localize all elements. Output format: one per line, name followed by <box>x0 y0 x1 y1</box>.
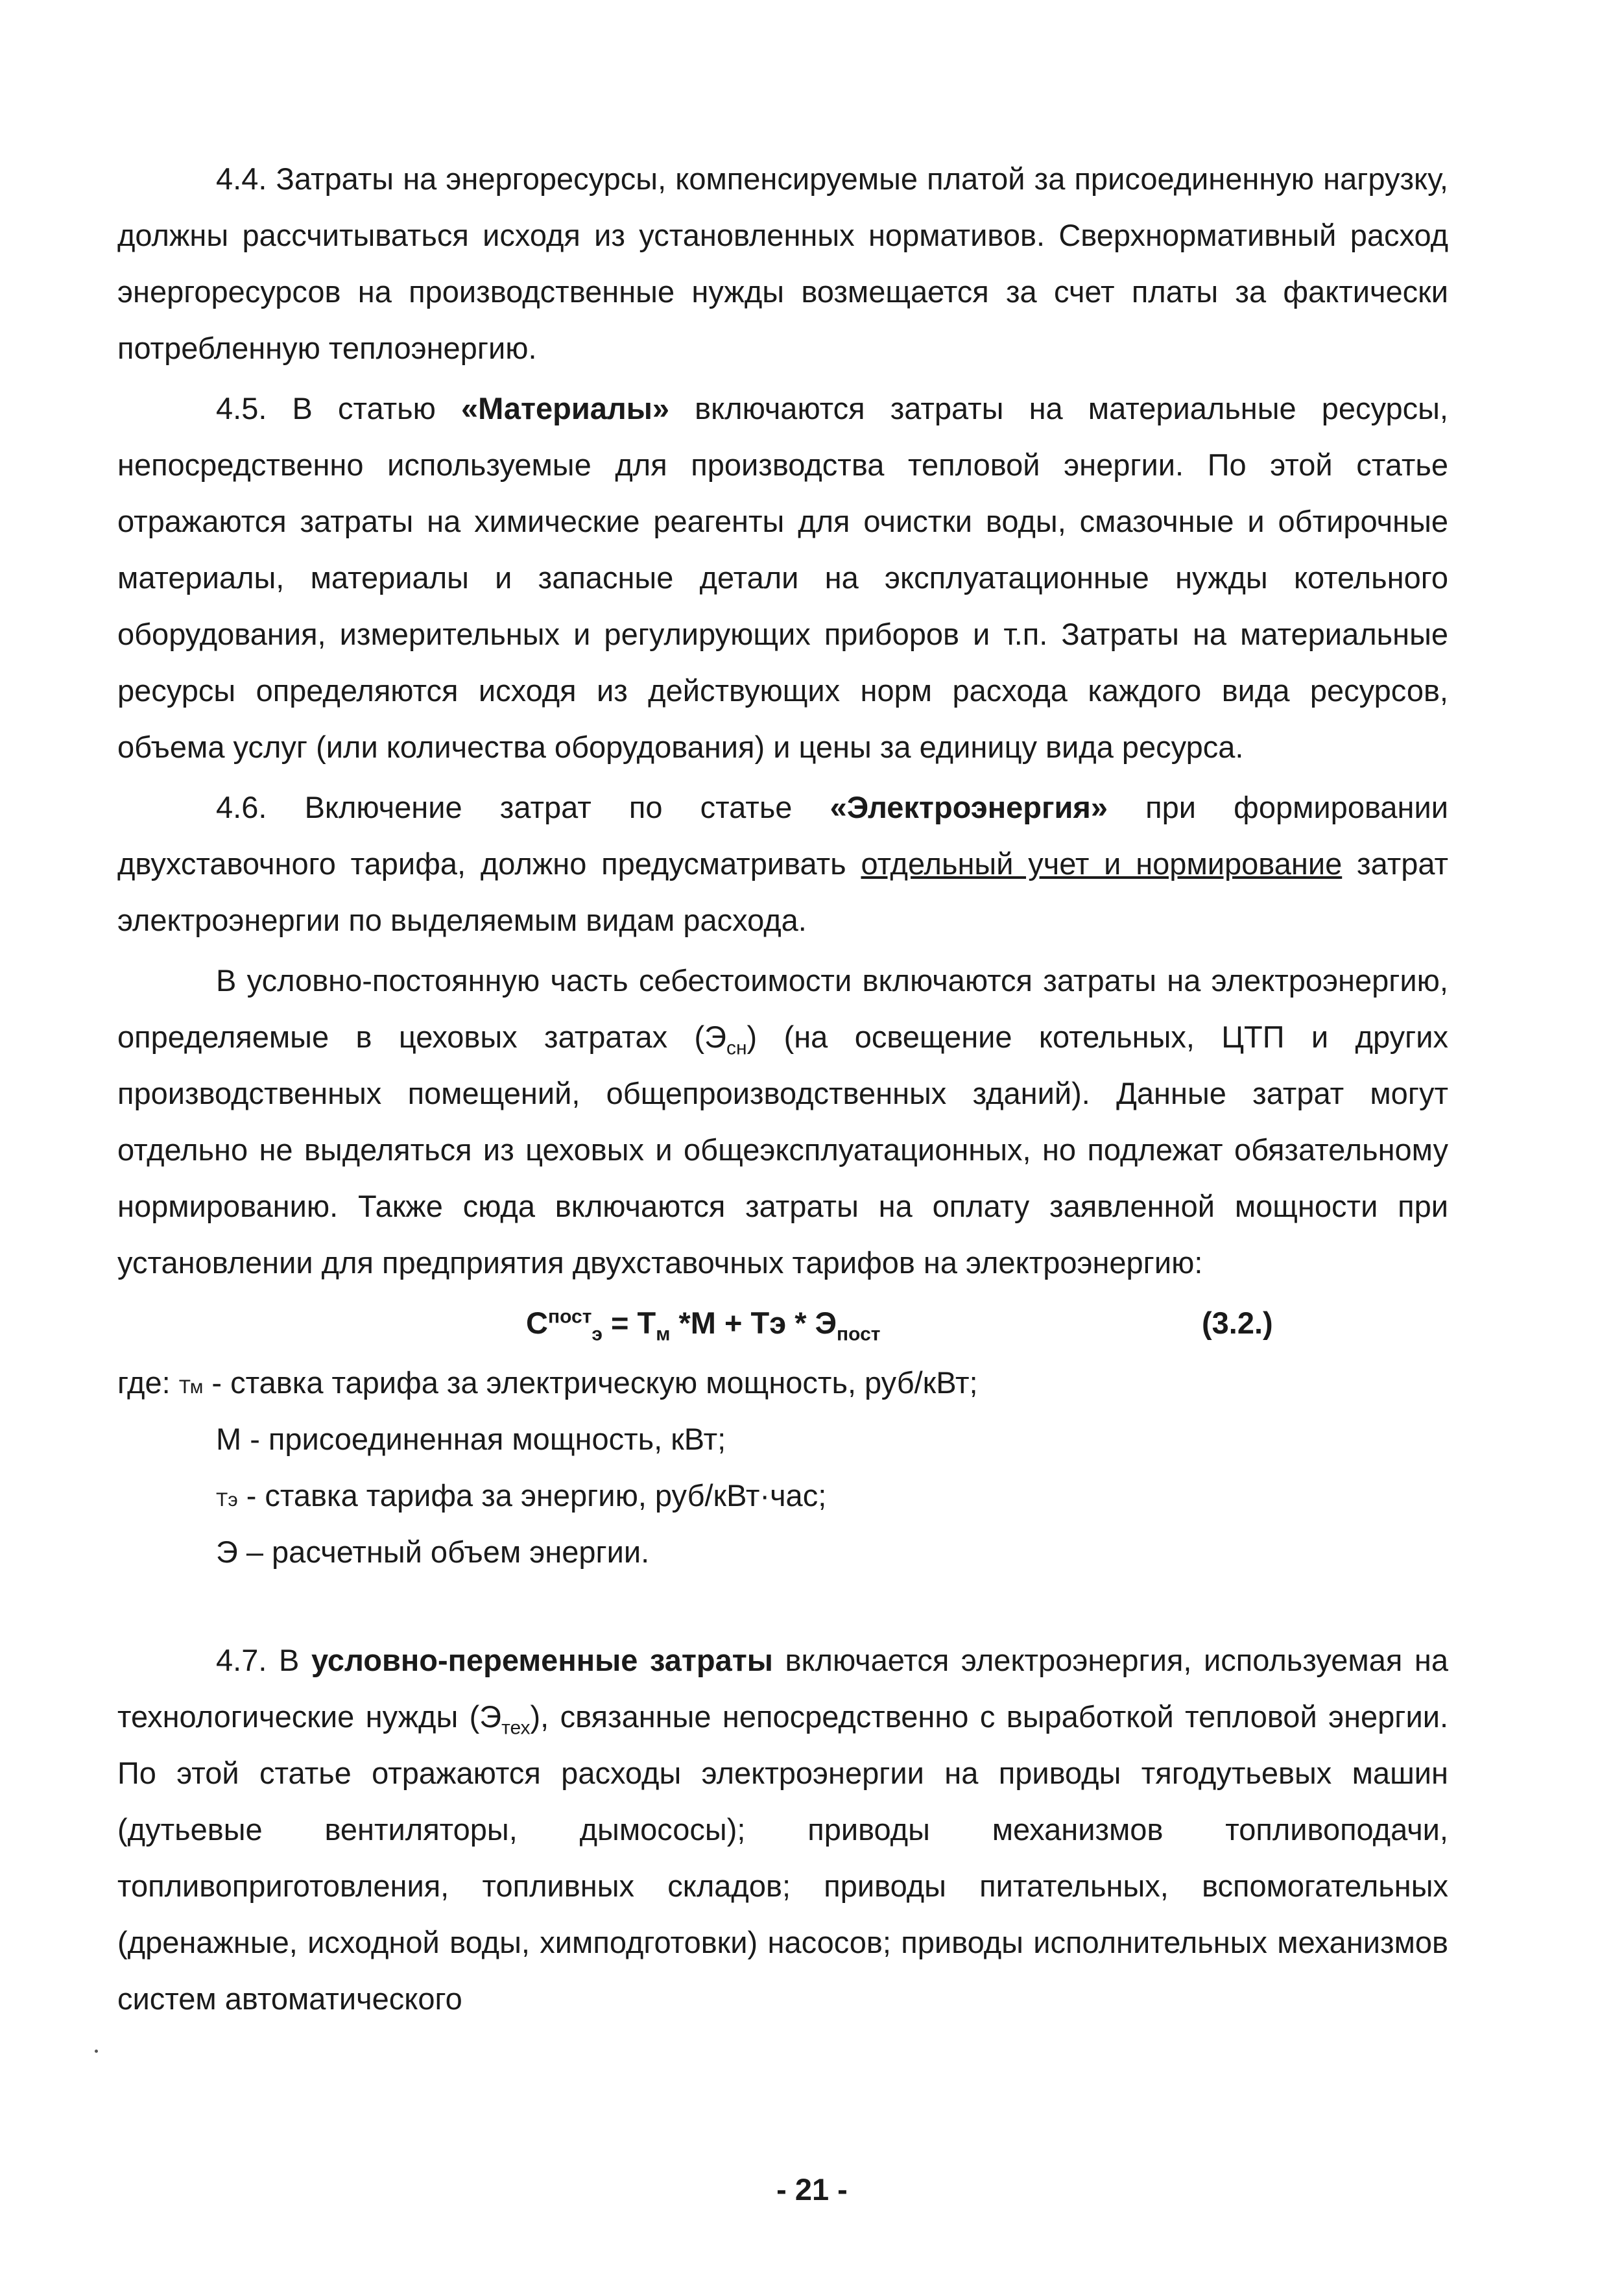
spacer <box>117 1580 1448 1632</box>
paragraph-4-7 <box>117 1632 1448 2027</box>
term-variable-costs: условно-переменные затраты <box>311 1643 773 1677</box>
subscript: сн <box>726 1037 747 1059</box>
text-run: при формировании двухставочного тарифа, должно предусматривать <box>117 790 1449 881</box>
legend-line-te <box>117 1467 1448 1524</box>
formula-superscript: пост <box>547 1306 592 1328</box>
text-run: затрат электроэнергии по выделяемым видам расхода. <box>117 846 1448 937</box>
formula-subscript: м <box>656 1323 671 1345</box>
paragraph-4-5 <box>117 380 1448 775</box>
paragraph-constant-costs <box>117 952 1448 1291</box>
text-run: 4.7. В <box>216 1643 311 1677</box>
formula-subscript: э <box>591 1323 603 1345</box>
legend-line-e: Э – расчетный объем энергии. <box>216 1535 650 1569</box>
text-run: В условно-постоянную часть себестоимости включаются затраты на электроэнергию, определяемые в цеховых затратах (Э <box>117 963 1448 1054</box>
text-run: включается электроэнергия, используемая на технологические нужды (Э <box>117 1643 1449 1734</box>
legend-line-tm <box>117 1354 1448 1411</box>
text-run: ), связанные непосредственно с выработкой тепловой энергии. По этой статье отражаются расходы электроэнергии на приводы тягодутьевых машин (дутьевые вентиляторы, дымососы); приводы механизмов топливоподачи, топливоприготовления, топливных складов; приводы питательных, вспомогательных (дренажные, исходной воды, химподготовки) насосов; приводы исполнительных механизмов систем автоматического <box>117 1699 1449 2016</box>
text-run: включаются затраты на материальные ресурсы, непосредственно используемые для производства тепловой энергии. По этой статье отражаются затраты на химические реагенты для очистки воды, смазочные и обтирочные материалы, материалы и запасные детали на эксплуатационные нужды котельного оборудования, измерительных и регулирующих приборов и т.п. Затраты на материальные ресурсы определяются исходя из действующих норм расхода каждого вида ресурсов, объема услуг (или количества оборудования) и цены за единицу вида ресурса. <box>117 391 1448 764</box>
text-run: 4.6. Включение затрат по статье <box>216 790 830 824</box>
formula-legend <box>117 1354 1448 1580</box>
subscript: тех <box>501 1717 531 1739</box>
legend-text: - ставка тарифа за электрическую мощность, руб/кВт; <box>203 1365 978 1400</box>
page-number: - 21 - <box>776 2172 848 2207</box>
legend-line-m: М - присоединенная мощность, кВт; <box>216 1422 726 1456</box>
page-content <box>117 150 1448 2031</box>
formula-part: = Т <box>602 1306 656 1340</box>
paragraph-4-6 <box>117 779 1448 948</box>
term-electricity: «Электроэнергия» <box>830 790 1108 824</box>
legend-text: - ставка тарифа за энергию, руб/кВт·час; <box>237 1478 827 1513</box>
formula-3-2 <box>117 1295 1448 1354</box>
formula-part: *М + Тэ * Э <box>670 1306 837 1340</box>
legend-prefix: где: <box>117 1365 179 1400</box>
formula-symbol: С <box>526 1306 548 1340</box>
text-run: ) (на освещение котельных, ЦТП и других производственных помещений, общепроизводственных зданий). Данные затрат могут отдельно не выделяться из цеховых и общеэксплуатационных, но подлежат обязательному нормированию. Также сюда включаются затраты на оплату заявленной мощности при установлении для предприятия двухставочных тарифов на электроэнергию: <box>117 1020 1448 1280</box>
underlined-phrase: отдельный учет и нормирование <box>861 846 1343 881</box>
term-materials: «Материалы» <box>460 391 669 425</box>
formula-expression <box>526 1295 880 1351</box>
formula-subscript: пост <box>837 1323 881 1345</box>
formula-number: (3.2.) <box>1202 1306 1273 1340</box>
legend-symbol: Тэ <box>216 1489 238 1511</box>
legend-symbol: Тм <box>178 1376 204 1398</box>
scan-speck <box>95 2050 98 2053</box>
paragraph-4-4: 4.4. Затраты на энергоресурсы, компенсируемые платой за присоединенную нагрузку, должны рассчитываться исходя из установленных нормативов. Сверхнормативный расход энергоресурсов на производственные нужды возмещается за счет платы за фактически потребленную теплоэнергию. <box>117 162 1448 365</box>
text-run: 4.5. В статью <box>216 391 461 425</box>
